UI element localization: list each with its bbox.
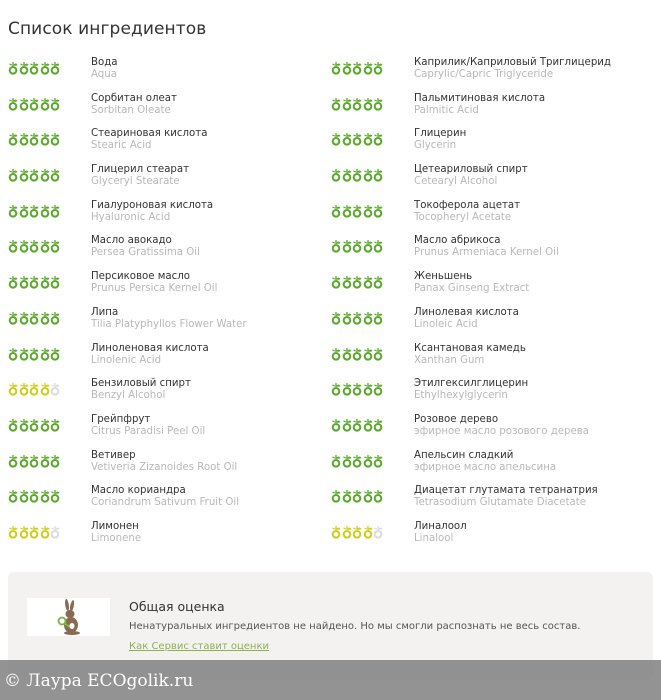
leaf-rating-icon xyxy=(342,167,352,182)
leaf-rating-icon xyxy=(50,131,60,146)
leaf-rating-icon xyxy=(373,453,383,468)
ingredient-name-en: Linalool xyxy=(414,532,454,544)
leaf-rating-icon xyxy=(373,381,383,396)
leaf-rating-icon xyxy=(40,60,50,75)
ingredient-name-en: Tilia Platyphyllos Flower Water xyxy=(91,318,247,330)
leaf-rating-icon xyxy=(40,96,50,111)
leaf-rating-icon xyxy=(363,167,373,182)
leaf-rating-icon xyxy=(373,346,383,361)
ingredient-name-en: Prunus Persica Kernel Oil xyxy=(91,283,218,295)
leaf-rating-icon xyxy=(331,167,341,182)
ingredient-name-en: Glycerin xyxy=(414,140,457,152)
leaf-rating-icon xyxy=(331,131,341,146)
leaf-rating-icon xyxy=(50,96,60,111)
ingredient-name-en: Palmitic Acid xyxy=(414,104,479,116)
leaf-rating-icon xyxy=(29,167,39,182)
leaf-rating-icon xyxy=(8,488,18,503)
ingredient-rating xyxy=(8,307,91,325)
leaf-rating-icon xyxy=(352,310,362,325)
ingredient-name-ru: Ксантановая камедь xyxy=(414,342,526,354)
ingredient-name-en: эфирное масло апельсина xyxy=(414,461,557,473)
ingredient-rating xyxy=(331,271,414,289)
leaf-rating-icon xyxy=(8,238,18,253)
leaf-rating-icon xyxy=(363,203,373,218)
ingredient-rating xyxy=(8,200,91,218)
leaf-rating-icon xyxy=(373,203,383,218)
leaf-rating-icon xyxy=(373,167,383,182)
leaf-rating-icon xyxy=(342,238,352,253)
ingredient-name-en: Xanthan Gum xyxy=(414,354,485,366)
leaf-rating-icon xyxy=(342,524,352,539)
ingredient-item xyxy=(8,271,330,307)
ingredient-rating xyxy=(331,200,414,218)
leaf-rating-icon xyxy=(363,310,373,325)
ingredient-item xyxy=(331,450,653,486)
leaf-rating-icon xyxy=(352,203,362,218)
leaf-rating-icon xyxy=(50,524,60,539)
leaf-rating-icon xyxy=(331,203,341,218)
ingredient-name-ru: Линалоол xyxy=(414,520,467,532)
leaf-rating-icon xyxy=(29,60,39,75)
ingredient-name-ru: Этилгексилглицерин xyxy=(414,378,529,390)
ingredient-item xyxy=(8,343,330,379)
rabbit-logo xyxy=(27,598,110,636)
leaf-rating-icon xyxy=(363,453,373,468)
leaf-rating-icon xyxy=(373,417,383,432)
ingredient-name-en: эфирное масло розового дерева xyxy=(414,425,590,437)
ingredient-item xyxy=(8,200,330,236)
ingredient-rating xyxy=(8,271,91,289)
leaf-rating-icon xyxy=(8,524,18,539)
ingredient-rating xyxy=(8,343,91,361)
leaf-rating-icon xyxy=(331,238,341,253)
leaf-rating-icon xyxy=(363,346,373,361)
leaf-rating-icon xyxy=(19,417,29,432)
leaf-rating-icon xyxy=(40,381,50,396)
ingredient-rating xyxy=(8,93,91,111)
leaf-rating-icon xyxy=(19,488,29,503)
leaf-rating-icon xyxy=(363,488,373,503)
leaf-rating-icon xyxy=(50,274,60,289)
leaf-rating-icon xyxy=(331,453,341,468)
ingredient-item xyxy=(8,378,330,414)
leaf-rating-icon xyxy=(50,238,60,253)
ingredient-item xyxy=(331,485,653,521)
ingredient-name-en: Coriandrum Sativum Fruit Oil xyxy=(91,497,240,509)
leaf-rating-icon xyxy=(19,96,29,111)
ingredient-name-en: Vetiveria Zizanoides Root Oil xyxy=(91,461,238,473)
leaf-rating-icon xyxy=(352,453,362,468)
ingredient-name-ru: Линоленовая кислота xyxy=(91,342,209,354)
ingredient-name-en: Linolenic Acid xyxy=(91,354,162,366)
leaf-rating-icon xyxy=(363,417,373,432)
leaf-rating-icon xyxy=(19,274,29,289)
leaf-rating-icon xyxy=(8,274,18,289)
ingredient-name-ru: Апельсин сладкий xyxy=(414,449,514,461)
ingredient-rating xyxy=(331,57,414,75)
ingredient-rating xyxy=(331,378,414,396)
ingredient-name-en: Caprylic/Capric Triglyceride xyxy=(414,69,554,80)
ingredient-item xyxy=(8,450,330,486)
ingredient-item xyxy=(331,164,653,200)
rabbit-with-magnifier-icon xyxy=(54,599,84,635)
leaf-rating-icon xyxy=(352,346,362,361)
leaf-rating-icon xyxy=(352,274,362,289)
ingredient-name-en: Stearic Acid xyxy=(91,140,152,152)
ingredient-rating xyxy=(331,164,414,182)
ingredient-name-en: Citrus Paradisi Peel Oil xyxy=(91,425,206,437)
leaf-rating-icon xyxy=(8,167,18,182)
ingredient-name-ru: Масло авокадо xyxy=(91,235,172,247)
leaf-rating-icon xyxy=(50,381,60,396)
watermark-text: © Лаура ECOgolik.ru xyxy=(4,671,194,691)
ingredient-name-en: Aqua xyxy=(91,69,117,80)
ingredient-rating xyxy=(8,414,91,432)
leaf-rating-icon xyxy=(342,381,352,396)
leaf-rating-icon xyxy=(40,346,50,361)
ingredient-name-ru: Цетеариловый спирт xyxy=(414,164,528,176)
ingredient-item xyxy=(8,235,330,271)
summary-text: Ненатуральных ингредиентов не найдено. Но мы смогли распознать не весь состав. xyxy=(129,621,581,632)
ingredient-rating xyxy=(331,93,414,111)
ingredient-name-ru: Пальмитиновая кислота xyxy=(414,92,546,104)
leaf-rating-icon xyxy=(29,274,39,289)
leaf-rating-icon xyxy=(352,488,362,503)
ingredient-item xyxy=(8,307,330,343)
ingredient-name-en: Cetearyl Alcohol xyxy=(414,176,498,188)
ingredient-name-ru: Токоферола ацетат xyxy=(414,199,521,211)
ingredient-name-ru: Липа xyxy=(91,306,119,318)
leaf-rating-icon xyxy=(373,60,383,75)
ingredient-item xyxy=(8,128,330,164)
leaf-rating-icon xyxy=(342,417,352,432)
leaf-rating-icon xyxy=(50,488,60,503)
leaf-rating-icon xyxy=(8,453,18,468)
leaf-rating-icon xyxy=(331,346,341,361)
leaf-rating-icon xyxy=(40,524,50,539)
leaf-rating-icon xyxy=(342,96,352,111)
ingredient-item xyxy=(331,200,653,236)
ingredient-rating xyxy=(8,235,91,253)
leaf-rating-icon xyxy=(29,381,39,396)
leaf-rating-icon xyxy=(331,310,341,325)
leaf-rating-icon xyxy=(331,524,341,539)
ingredient-rating xyxy=(8,378,91,396)
ingredient-name-ru: Ветивер xyxy=(91,449,136,461)
ingredient-name-ru: Лимонен xyxy=(91,520,139,532)
leaf-rating-icon xyxy=(19,60,29,75)
ingredient-rating xyxy=(8,128,91,146)
leaf-rating-icon xyxy=(363,96,373,111)
ingredient-item xyxy=(8,521,330,557)
leaf-rating-icon xyxy=(40,488,50,503)
leaf-rating-icon xyxy=(352,96,362,111)
ingredient-item xyxy=(331,378,653,414)
ingredient-item xyxy=(331,93,653,129)
leaf-rating-icon xyxy=(8,310,18,325)
leaf-rating-icon xyxy=(373,96,383,111)
ingredient-name-ru: Глицерил стеарат xyxy=(91,164,190,176)
leaf-rating-icon xyxy=(342,346,352,361)
ingredient-rating xyxy=(331,450,414,468)
leaf-rating-icon xyxy=(373,524,383,539)
leaf-rating-icon xyxy=(331,60,341,75)
leaf-rating-icon xyxy=(50,417,60,432)
leaf-rating-icon xyxy=(40,453,50,468)
leaf-rating-icon xyxy=(19,238,29,253)
leaf-rating-icon xyxy=(29,310,39,325)
ingredient-rating xyxy=(8,450,91,468)
leaf-rating-icon xyxy=(8,381,18,396)
ingredient-name-ru: Каприлик/Каприловый Триглицерид xyxy=(414,57,611,68)
leaf-rating-icon xyxy=(29,346,39,361)
summary-title: Общая оценка xyxy=(129,599,225,614)
ingredient-name-en: Benzyl Alcohol xyxy=(91,390,166,402)
leaf-rating-icon xyxy=(8,417,18,432)
leaf-rating-icon xyxy=(8,131,18,146)
leaf-rating-icon xyxy=(352,524,362,539)
ingredient-rating xyxy=(331,343,414,361)
ingredient-item xyxy=(8,93,330,129)
leaf-rating-icon xyxy=(29,488,39,503)
leaf-rating-icon xyxy=(8,60,18,75)
ingredient-item xyxy=(8,57,330,93)
leaf-rating-icon xyxy=(331,274,341,289)
leaf-rating-icon xyxy=(29,96,39,111)
ingredient-item xyxy=(331,343,653,379)
leaf-rating-icon xyxy=(8,96,18,111)
ingredient-item xyxy=(331,128,653,164)
leaf-rating-icon xyxy=(331,488,341,503)
leaf-rating-icon xyxy=(331,417,341,432)
leaf-rating-icon xyxy=(40,274,50,289)
ingredient-item xyxy=(8,414,330,450)
ingredient-name-en: Tetrasodium Glutamate Diacetate xyxy=(414,497,587,509)
ingredient-item xyxy=(331,57,653,93)
leaf-rating-icon xyxy=(342,131,352,146)
ingredient-name-ru: Диацетат глутамата тетранатрия xyxy=(414,485,598,497)
ingredient-name-en: Ethylhexylglycerin xyxy=(414,390,508,402)
leaf-rating-icon xyxy=(373,310,383,325)
ingredient-rating xyxy=(331,235,414,253)
rating-method-link[interactable]: Как Сервис ставит оценки xyxy=(129,641,269,652)
ingredient-rating xyxy=(8,57,91,75)
ingredient-name-ru: Гиалуроновая кислота xyxy=(91,199,214,211)
ingredient-item xyxy=(331,307,653,343)
leaf-rating-icon xyxy=(40,203,50,218)
leaf-rating-icon xyxy=(19,381,29,396)
ingredient-name-ru: Женьшень xyxy=(414,271,473,283)
leaf-rating-icon xyxy=(19,453,29,468)
leaf-rating-icon xyxy=(352,381,362,396)
ingredient-name-en: Hyaluronic Acid xyxy=(91,211,171,223)
leaf-rating-icon xyxy=(342,453,352,468)
leaf-rating-icon xyxy=(50,60,60,75)
ingredient-name-ru: Линолевая кислота xyxy=(414,306,519,318)
leaf-rating-icon xyxy=(50,346,60,361)
watermark-bar xyxy=(0,660,661,700)
leaf-rating-icon xyxy=(373,274,383,289)
leaf-rating-icon xyxy=(40,310,50,325)
leaf-rating-icon xyxy=(50,203,60,218)
ingredient-item xyxy=(331,235,653,271)
ingredients-column-left xyxy=(8,57,330,557)
ingredient-name-en: Glyceryl Stearate xyxy=(91,176,180,188)
leaf-rating-icon xyxy=(40,167,50,182)
ingredient-name-ru: Масло абрикоса xyxy=(414,235,501,247)
ingredient-name-en: Persea Gratissima Oil xyxy=(91,247,200,259)
ingredient-item xyxy=(331,271,653,307)
ingredient-name-ru: Сорбитан олеат xyxy=(91,92,177,104)
leaf-rating-icon xyxy=(8,203,18,218)
ingredient-rating xyxy=(8,164,91,182)
ingredient-name-ru: Персиковое масло xyxy=(91,271,191,283)
leaf-rating-icon xyxy=(19,167,29,182)
leaf-rating-icon xyxy=(40,238,50,253)
leaf-rating-icon xyxy=(29,131,39,146)
leaf-rating-icon xyxy=(50,453,60,468)
ingredient-name-ru: Стеариновая кислота xyxy=(91,128,208,140)
ingredient-name-en: Tocopheryl Acetate xyxy=(414,211,512,223)
leaf-rating-icon xyxy=(352,60,362,75)
leaf-rating-icon xyxy=(342,310,352,325)
leaf-rating-icon xyxy=(342,488,352,503)
leaf-rating-icon xyxy=(19,310,29,325)
ingredient-name-en: Sorbitan Oleate xyxy=(91,104,171,116)
leaf-rating-icon xyxy=(19,203,29,218)
ingredient-rating xyxy=(331,307,414,325)
ingredient-rating xyxy=(331,128,414,146)
page-title: Список ингредиентов xyxy=(8,19,207,39)
ingredient-name-en: Panax Ginseng Extract xyxy=(414,283,530,295)
ingredient-name-ru: Грейпфрут xyxy=(91,413,151,425)
leaf-rating-icon xyxy=(331,96,341,111)
leaf-rating-icon xyxy=(8,346,18,361)
leaf-rating-icon xyxy=(363,524,373,539)
leaf-rating-icon xyxy=(40,417,50,432)
leaf-rating-icon xyxy=(50,310,60,325)
leaf-rating-icon xyxy=(363,381,373,396)
ingredient-item xyxy=(8,485,330,521)
ingredient-name-en: Limonene xyxy=(91,532,142,544)
leaf-rating-icon xyxy=(342,203,352,218)
ingredient-name-ru: Масло кориандра xyxy=(91,485,186,497)
leaf-rating-icon xyxy=(352,238,362,253)
leaf-rating-icon xyxy=(352,417,362,432)
ingredient-rating xyxy=(8,521,91,539)
ingredient-name-en: Prunus Armeniaca Kernel Oil xyxy=(414,247,559,259)
leaf-rating-icon xyxy=(29,524,39,539)
leaf-rating-icon xyxy=(352,131,362,146)
ingredient-name-ru: Вода xyxy=(91,57,118,68)
leaf-rating-icon xyxy=(50,167,60,182)
leaf-rating-icon xyxy=(29,417,39,432)
leaf-rating-icon xyxy=(363,131,373,146)
leaf-rating-icon xyxy=(29,203,39,218)
ingredient-rating xyxy=(331,521,414,539)
leaf-rating-icon xyxy=(40,131,50,146)
ingredient-item xyxy=(331,414,653,450)
leaf-rating-icon xyxy=(373,488,383,503)
leaf-rating-icon xyxy=(19,346,29,361)
ingredients-column-right xyxy=(331,57,653,557)
ingredient-rating xyxy=(8,485,91,503)
leaf-rating-icon xyxy=(363,238,373,253)
leaf-rating-icon xyxy=(352,167,362,182)
leaf-rating-icon xyxy=(363,60,373,75)
ingredient-rating xyxy=(331,485,414,503)
leaf-rating-icon xyxy=(331,381,341,396)
leaf-rating-icon xyxy=(19,131,29,146)
ingredient-name-ru: Бензиловый спирт xyxy=(91,378,191,390)
leaf-rating-icon xyxy=(19,524,29,539)
leaf-rating-icon xyxy=(342,274,352,289)
leaf-rating-icon xyxy=(29,238,39,253)
ingredient-name-en: Linoleic Acid xyxy=(414,318,478,330)
ingredient-item xyxy=(331,521,653,557)
leaf-rating-icon xyxy=(342,60,352,75)
ingredient-rating xyxy=(331,414,414,432)
leaf-rating-icon xyxy=(373,238,383,253)
ingredient-name-ru: Глицерин xyxy=(414,128,467,140)
leaf-rating-icon xyxy=(29,453,39,468)
ingredient-item xyxy=(8,164,330,200)
ingredient-name-ru: Розовое дерево xyxy=(414,413,499,425)
leaf-rating-icon xyxy=(373,131,383,146)
leaf-rating-icon xyxy=(363,274,373,289)
